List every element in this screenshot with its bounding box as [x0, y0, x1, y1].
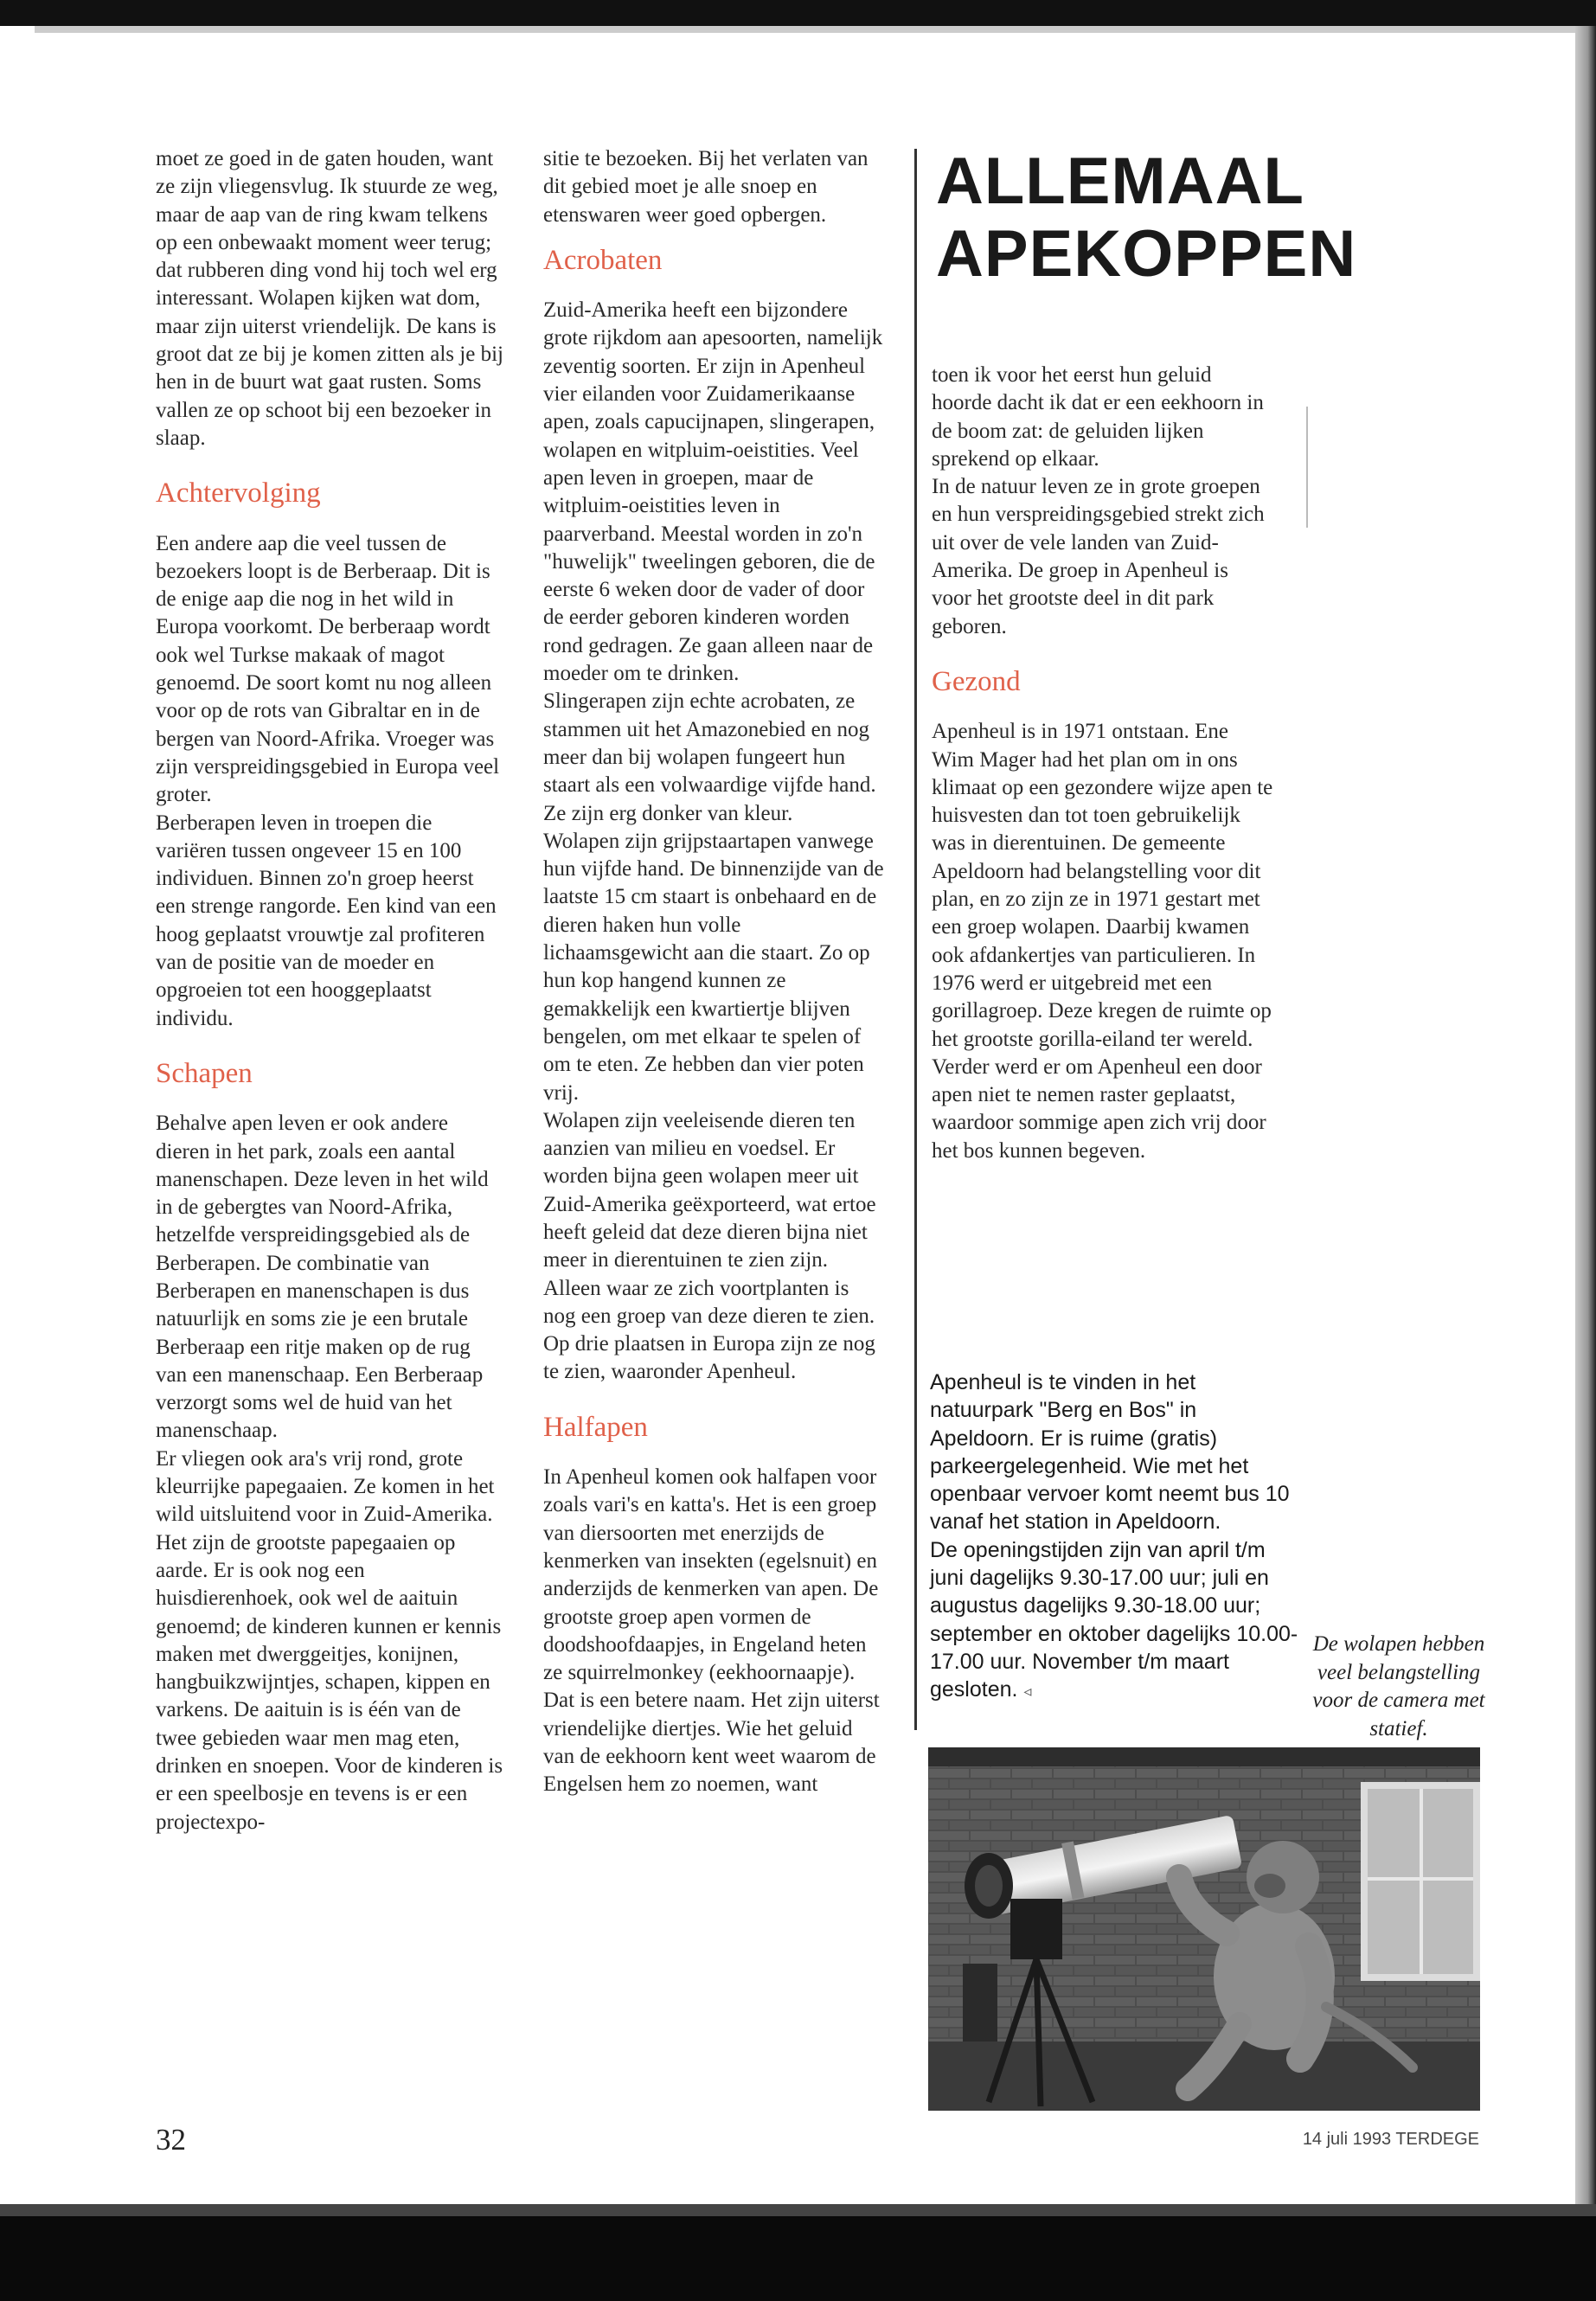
paragraph: Er vliegen ook ara's vrij rond, grote kleurrijke papegaaien. Ze komen in het wild uitsluitend voor in Zuid-Amerika. Het zijn de grootste papegaaien op aarde. Er is ook nog een huisdierenhoek, ook wel de aaituin genoemd; de kinderen kunnen er kennis maken met dwerggeitjes, konijnen, hangbuikzwijntjes, schapen, kippen en varkens. De aaituin is is één van de twee gebieden waar men mag eten, drinken en snoepen. Voor de kinderen is er een speelbosje en tevens is er een projectexpo-	[156, 1446, 503, 1834]
scan-edge-bottom-highlight	[0, 2204, 1596, 2216]
subheading-schapen: Schapen	[156, 1057, 253, 1089]
end-mark-icon: ◃	[1023, 1682, 1032, 1701]
column-rule	[914, 149, 917, 1730]
paragraph: toen ik voor het eerst hun geluid hoorde dacht ik dat er een eekhoorn in de boom zat: de geluiden lijken sprekend op elkaar.	[932, 363, 1264, 471]
paragraph: Wolapen zijn grijpstaartapen vanwege hun vijfde hand. De binnenzijde van de laatste 15 cm staart is onbehaard en de dieren haken hun volle lichaamsgewicht aan die staart. Zo op hun kop hangend kunnen ze gemakkelijk een kwartiertje blijven bengelen, om met elkaar te spelen of om te eten. Ze hebben dan vier poten vrij.	[543, 829, 884, 1105]
info-paragraph	[930, 1536, 1302, 1706]
photo-monkey-with-camera	[928, 1747, 1480, 2111]
subheading-gezond: Gezond	[932, 665, 1021, 697]
paragraph: sitie te bezoeken. Bij het verlaten van dit gebied moet je alle snoep en etenswaren weer goed opbergen.	[543, 147, 869, 227]
text-column-3	[932, 362, 1273, 1165]
paragraph: Slingerapen zijn echte acrobaten, ze stammen uit het Amazonebied en nog meer dan bij wolapen fungeert hun staart als een volwaardige vijfde hand. Ze zijn erg donker van kleur.	[543, 689, 876, 825]
issue-date: 14 juli 1993 TERDEGE	[1302, 2130, 1479, 2149]
scan-edge-right	[1575, 26, 1596, 2240]
scan-edge-top-shadow	[35, 26, 1592, 33]
text-column-1	[156, 145, 506, 1836]
paragraph: Zuid-Amerika heeft een bijzondere grote rijkdom aan apesoorten, namelijk zeventig soorten. Er zijn in Apenheul vier eilanden voor Zuidamerikaanse apen, zoals capucijnapen, slingerapen, wolapen en witpluim-oeistities. Veel apen leven in groepen, maar de witpluim-oeistities leven in paarverband. Meestal worden in zo'n "huwelijk" tweelingen geboren, die de eerste 6 weken door de vader of door de eerder geboren kinderen worden rond gedragen. Ze gaan alleen naar de moeder om te drinken.	[543, 298, 883, 686]
paragraph: Apenheul is in 1971 ontstaan. Ene Wim Mager had het plan om in ons klimaat op een gezondere wijze apen te huisvesten dan tot toen gebruikelijk was in dierentuinen. De gemeente Apeldoorn had belangstelling voor dit plan, en zo zijn ze in 1971 gestart met een groep wolapen. Daarbij kwamen ook afdankertjes van particulieren. In 1976 werd er uitgebreid met een gorillagroep. Deze kregen de ruimte op het grootste gorilla-eiland ter wereld. Verder werd er om Apenheul een door apen niet te nemen raster geplaatst, waardoor sommige apen zich vrij door het bos kunnen begeven.	[932, 720, 1273, 1163]
paragraph: moet ze goed in de gaten houden, want ze zijn vliegensvlug. Ik stuurde ze weg, maar de aap van de ring kwam telkens op een onbewaakt moment weer terug; dat rubberen ding vond hij toch wel erg interessant. Wolapen kijken wat dom, maar zijn uiterst vriendelijk. De kans is groot dat ze bij je komen zitten als je bij hen in de buurt wat gaat rusten. Soms vallen ze op schoot bij een bezoeker in slaap.	[156, 147, 503, 450]
info-paragraph: Apenheul is te vinden in het natuurpark "Berg en Bos" in Apeldoorn. Er is ruime (gratis) parkeergelegenheid. Wie met het openbaar vervoer komt neemt bus 10 vanaf het station in Apeldoorn.	[930, 1370, 1290, 1535]
subheading-achtervolging: Achtervolging	[156, 478, 321, 510]
article-title: ALLEMAAL APEKOPPEN	[936, 144, 1357, 291]
photo-caption: De wolapen hebben veel belangstelling voor de camera met statief.	[1312, 1632, 1485, 1740]
subheading-acrobaten: Acrobaten	[543, 244, 663, 276]
paragraph: In de natuur leven ze in grote groepen en hun verspreidingsgebied strekt zich uit over de vele landen van Zuid-Amerika. De groep in Apenheul is voor het grootste deel in dit park geboren.	[932, 475, 1265, 638]
opening-hours-text: De openingstijden zijn van april t/m juni dagelijks 9.30-17.00 uur; juli en augustus dagelijks 9.30-18.00 uur; september en oktober dagelijks 10.00-17.00 uur. November t/m maart gesloten.	[930, 1537, 1298, 1702]
scan-edge-bottom	[0, 2204, 1596, 2301]
info-box	[930, 1368, 1302, 1706]
column-rule-short	[1306, 407, 1308, 528]
paragraph: Wolapen zijn veeleisende dieren ten aanzien van milieu en voedsel. Er worden bijna geen wolapen meer uit Zuid-Amerika geëxporteerd, wat ertoe heeft geleid dat deze dieren bijna niet meer in dierentuinen te zien zijn. Alleen waar ze zich voortplanten is nog een groep van deze dieren te zien. Op drie plaatsen in Europa zijn ze nog te zien, waaronder Apenheul.	[543, 1108, 876, 1384]
photo-shadow-top	[928, 1747, 1480, 1766]
paragraph: Een andere aap die veel tussen de bezoekers loopt is de Berberaap. Dit is de enige aap die nog in het wild in Europa voorkomt. De berberaap wordt ook wel Turkse makaak of magot genoemd. De soort komt nu nog alleen voor op de rots van Gibraltar en in de bergen van Noord-Afrika. Vroeger was zijn verspreidingsgebied in Europa veel groter.	[156, 531, 500, 807]
paragraph: In Apenheul komen ook halfapen voor zoals vari's en katta's. Het is een groep van diersoorten met enerzijds de kenmerken van insekten (egelsnuit) en anderzijds de kenmerken van apen. De grootste groep apen vormen de doodshoofdaapjes, in Engeland heten ze squirrelmonkey (eekhoornaapje). Dat is een betere naam. Het zijn uiterst vriendelijke diertjes. Wie het geluid van de eekhoorn kent weet waarom de Engelsen hem zo noemen, want	[543, 1465, 880, 1797]
paragraph: Behalve apen leven er ook andere dieren in het park, zoals een aantal manenschapen. Deze leven in het wild in de gebergtes van Noord-Afrika, hetzelfde verspreidingsgebied als de Berberapen. De combinatie van Berberapen en manenschapen is dus natuurlijk en soms zie je een brutale Berberaap een ritje maken op de rug van een manenschaap. Een Berberaap verzorgt soms wel de huid van het manenschaap.	[156, 1112, 489, 1443]
scan-edge-top	[0, 0, 1596, 26]
page-number: 32	[156, 2123, 186, 2157]
text-column-2	[543, 145, 885, 1799]
subheading-halfapen: Halfapen	[543, 1411, 648, 1443]
paragraph: Berberapen leven in troepen die variëren tussen ongeveer 15 en 100 individuen. Binnen zo'n groep heerst een strenge rangorde. Een kind van een hoog geplaatst vrouwtje zal profiteren van de positie van de moeder en opgroeien tot een hooggeplaatst individu.	[156, 811, 497, 1030]
